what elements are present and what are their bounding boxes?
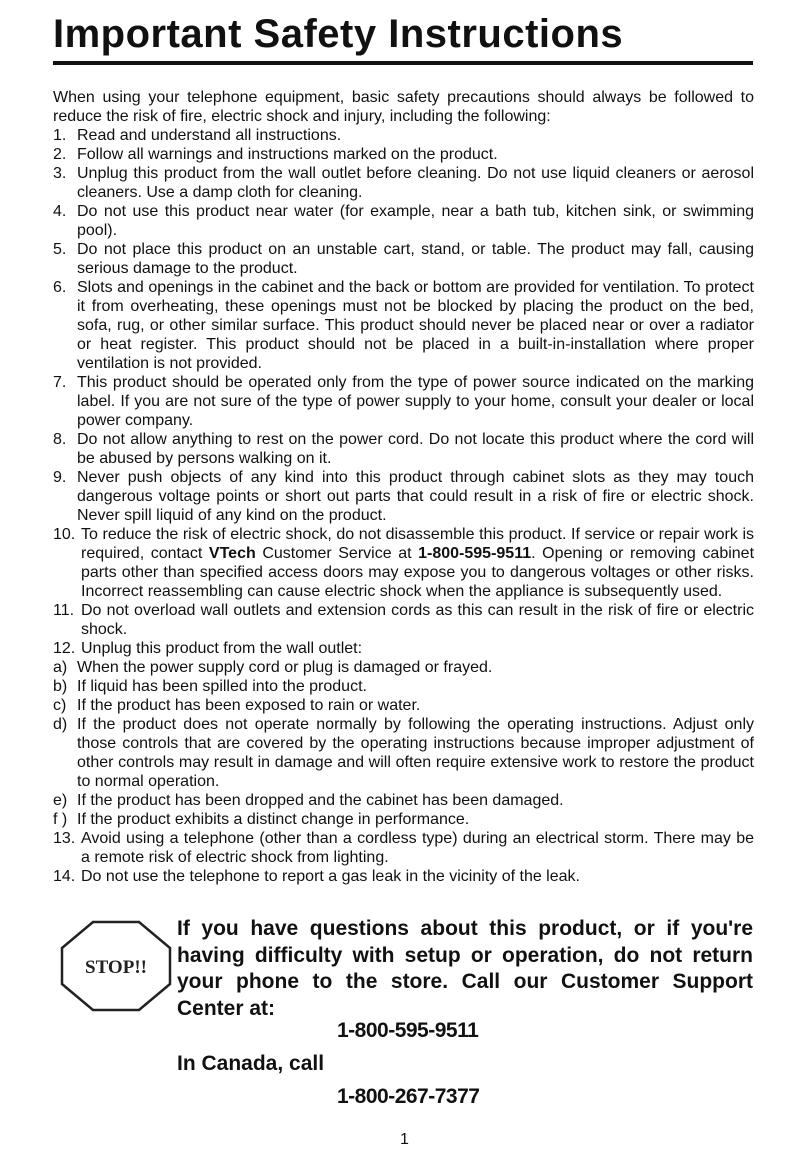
item-text: If the product exhibits a distinct change in performance. [77,811,470,828]
item-text: Do not place this product on an unstable cart, stand, or table. The product may fall, causing serious damage to the product. [77,241,754,277]
item-number: 8. [53,431,67,448]
list-item [53,677,754,696]
page-number: 1 [400,1131,409,1148]
item-number: 1. [53,127,67,144]
list-item [53,164,754,202]
item-text: Unplug this product from the wall outlet before cleaning. Do not use liquid cleaners or aerosol cleaners. Use a damp cloth for cleaning. [77,165,754,201]
item-number: b) [53,678,68,695]
item-number: 4. [53,203,67,220]
list-item [53,715,754,791]
list-item [53,810,754,829]
item-text: Do not use the telephone to report a gas leak in the vicinity of the leak. [81,868,580,885]
item-text: Never push objects of any kind into this product through cabinet slots as they may touch dangerous voltage points or short out parts that could result in a risk of fire or electric shock. Never spill liquid of any kind on the product. [77,469,754,524]
item-number: 7. [53,374,67,391]
instructions-body [53,88,754,886]
item-number: 5. [53,241,67,258]
list-item [53,639,754,658]
item-text: Do not use this product near water (for example, near a bath tub, kitchen sink, or swimming pool). [77,203,754,239]
list-item [53,126,754,145]
item-text-part: Customer Service at [255,545,419,562]
item-number: 9. [53,469,67,486]
list-item [53,696,754,715]
list-item [53,373,754,430]
stop-sign-label: STOP!! [85,957,147,978]
item-text: Follow all warnings and instructions marked on the product. [77,146,498,163]
list-item [53,867,754,886]
list-item [53,468,754,525]
list-item [53,145,754,164]
item-number: e) [53,792,68,809]
support-phone-us: 1-800-595-9511 [337,1019,479,1042]
support-phone-canada: 1-800-267-7377 [337,1085,480,1108]
item-text: Avoid using a telephone (other than a cordless type) during an electrical storm. There may be a remote risk of electric shock from lighting. [81,830,754,866]
item-text: If the product does not operate normally by following the operating instructions. Adjust only those controls that are covered by the operating instructions because improper adjustment of other controls may result in damage and will often require extensive work to restore the product to normal operation. [77,716,754,790]
item-text: If the product has been dropped and the cabinet has been damaged. [77,792,564,809]
item-text: Do not allow anything to rest on the power cord. Do not locate this product where the cord will be abused by persons walking on it. [77,431,754,467]
list-item [53,601,754,639]
instruction-list [53,126,754,886]
list-item [53,202,754,240]
list-item [53,829,754,867]
item-text-part: To reduce the risk of electric shock, do not disassemble this product. If service or repair work is required, contact [81,526,754,562]
item-number: 2. [53,146,67,163]
item-number: 6. [53,279,67,296]
service-phone-number: 1-800-595-9511 [418,545,532,562]
list-item [53,240,754,278]
item-number: 10. [53,526,76,543]
item-number: 13. [53,830,76,847]
item-number: 14. [53,868,76,885]
item-text: If the product has been exposed to rain or water. [77,697,421,714]
item-number: a) [53,659,68,676]
support-message: If you have questions about this product, or if you're having difficulty with setup or operation, do not return your phone to the store. Call our Customer Support Center at: [177,917,753,1020]
item-text: Do not overload wall outlets and extension cords as this can result in the risk of fire or electric shock. [81,602,754,638]
item-text-part: . Opening or removing cabinet parts other than specified access doors may expose you to dangerous voltages or other risks. Incorrect reassembling can cause electric shock when the appliance is subsequently used. [81,545,755,600]
intro-paragraph: When using your telephone equipment, basic safety precautions should always be followed to reduce the risk of fire, electric shock and injury, including the following: [53,89,754,125]
list-item [53,430,754,468]
title-underline [53,61,753,65]
list-item [53,791,754,810]
page-title: Important Safety Instructions [53,12,624,56]
item-text: This product should be operated only from the type of power source indicated on the marking label. If you are not sure of the type of power supply to your home, consult your dealer or local power company. [77,374,754,429]
item-text [81,525,754,601]
stop-sign-graphic [60,920,172,1012]
item-number: f ) [53,811,68,828]
list-item [53,278,754,373]
item-number: 12. [53,640,76,657]
item-number: d) [53,716,68,733]
item-number: 11. [53,602,75,619]
brand-name: VTech [208,545,256,562]
list-item [53,525,754,601]
item-number: c) [53,697,67,714]
item-text: Slots and openings in the cabinet and the back or bottom are provided for ventilation. To protect it from overheating, these openings must not be blocked by placing the product on the bed, sofa, rug, or other similar surface. This product should never be placed near or over a radiator or heat register. This product should not be placed in a built-in-installation where proper ventilation is not provided. [77,279,754,372]
item-text: Read and understand all instructions. [77,127,342,144]
item-text: Unplug this product from the wall outlet: [81,640,363,657]
item-text: If liquid has been spilled into the product. [77,678,367,695]
list-item [53,658,754,677]
canada-label: In Canada, call [177,1052,325,1075]
item-text: When the power supply cord or plug is damaged or frayed. [77,659,493,676]
item-number: 3. [53,165,67,182]
stop-sign-icon [60,920,172,1012]
